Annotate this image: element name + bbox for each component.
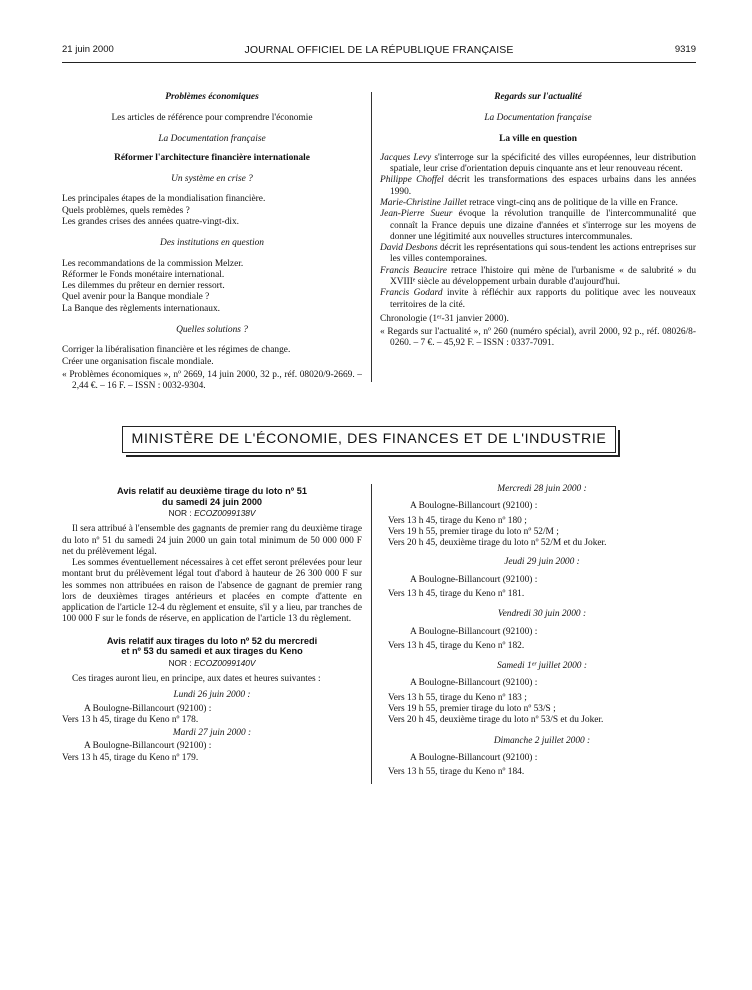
section-item: Quels problèmes, quels remèdes ?	[62, 205, 190, 216]
series-title: Regards sur l'actualité	[494, 92, 582, 102]
author: Marie-Christine Jaillet	[380, 197, 467, 208]
series-title: Problèmes économiques	[165, 92, 259, 102]
paragraph: Il sera attribué à l'ensemble des gagnants de premier rang du deuxième tirage du loto nº 51 du samedi 24 juin 2000 un gain total minimum de 50 000 000 F net du prélèvement légal.	[62, 524, 362, 557]
list-item	[380, 153, 696, 176]
avis-title-line: Avis relatif au deuxième tirage du loto nº 51	[117, 486, 307, 496]
schedule-line: Vers 13 h 55, tirage du Keno nº 183 ;	[388, 692, 527, 703]
series-subtitle: Les articles de référence pour comprendre l'économie	[111, 113, 313, 124]
section-item: Créer une organisation fiscale mondiale.	[62, 356, 214, 367]
entry-text: retrace vingt-cinq ans de politique de la ville en France.	[466, 197, 678, 208]
section-heading: Des institutions en question	[160, 238, 264, 249]
place: A Boulogne-Billancourt (92100) :	[410, 501, 538, 512]
place: A Boulogne-Billancourt (92100) :	[84, 703, 212, 714]
schedule-line: Vers 13 h 45, tirage du Keno nº 178.	[62, 714, 199, 725]
chronology: Chronologie (1ᵉʳ-31 janvier 2000).	[380, 313, 509, 324]
schedule-line: Vers 13 h 55, tirage du Keno nº 184.	[388, 767, 525, 778]
entry-text: évoque la révolution tranquille de l'intercommunalité que connaît la France depuis une dizaine d'années et s'interroge sur les moyens de donner une légitimité aux nouvelles structures intercommunales.	[390, 209, 696, 242]
reference: « Regards sur l'actualité », nº 260 (numéro spécial), avril 2000, 92 p., réf. 08026/8-0260. – 7 €. – 45,92 F. – ISSN : 0337-7091.	[380, 327, 696, 349]
paragraph: Ces tirages auront lieu, en principe, aux dates et heures suivantes :	[72, 674, 321, 684]
ministry-banner: MINISTÈRE DE L'ÉCONOMIE, DES FINANCES ET DE L'INDUSTRIE	[122, 426, 616, 453]
page-number: 9319	[674, 44, 696, 55]
schedule-line: Vers 13 h 45, tirage du Keno nº 181.	[388, 588, 525, 599]
section-item: Réformer le Fonds monétaire international.	[62, 269, 225, 280]
list-item	[380, 209, 696, 243]
place: A Boulogne-Billancourt (92100) :	[410, 678, 538, 689]
left-top-column	[62, 92, 362, 392]
list-item	[380, 243, 696, 266]
author: Philippe Choffel	[380, 175, 444, 186]
schedule-line: Vers 20 h 45, deuxième tirage du loto nº 52/M et du Joker.	[388, 538, 607, 549]
list-item	[380, 288, 696, 311]
section-item: Les dilemmes du prêteur en dernier ressort.	[62, 281, 225, 292]
right-top-column	[380, 92, 696, 350]
day-heading: Vendredi 30 juin 2000 :	[497, 609, 587, 620]
place: A Boulogne-Billancourt (92100) :	[84, 741, 212, 752]
section-item: Quel avenir pour la Banque mondiale ?	[62, 292, 210, 303]
section-item: Les recommandations de la commission Melzer.	[62, 258, 244, 269]
page-header	[62, 44, 696, 60]
avis-title-line: Avis relatif aux tirages du loto nº 52 du mercredi	[106, 635, 318, 646]
section-item: Les principales étapes de la mondialisation financière.	[62, 194, 266, 205]
nor-label: NOR :	[168, 657, 192, 668]
author: Jean-Pierre Sueur	[380, 209, 453, 220]
section-heading: Quelles solutions ?	[176, 324, 248, 335]
entry-text: décrit les transformations des espaces urbains dans les années 1990.	[390, 175, 696, 197]
entry-text: invite à réfléchir aux rapports du politique avec les nouveaux territoires de la cité.	[390, 288, 696, 310]
entry-text: retrace l'histoire qui mène de l'urbanisme « de salubrité » du XVIIIᵉ siècle au développement urbain durable d'aujourd'hui.	[390, 265, 697, 287]
avis-title	[62, 636, 362, 657]
author: Francis Godard	[380, 288, 443, 299]
schedule-line: Vers 20 h 45, deuxième tirage du loto nº 53/S et du Joker.	[388, 715, 604, 726]
section-item: Les grandes crises des années quatre-vingt-dix.	[62, 216, 240, 227]
reference: « Problèmes économiques », nº 2669, 14 juin 2000, 32 p., réf. 08020/9-2669. – 2,44 €. – 16 F. – ISSN : 0032-9304.	[62, 369, 362, 392]
section-item: Corriger la libéralisation financière et les régimes de change.	[62, 345, 291, 356]
schedule-line: Vers 13 h 45, tirage du Keno nº 180 ;	[388, 515, 527, 526]
nor-code: ECOZ0099138V	[194, 508, 256, 519]
header-rule	[62, 62, 696, 63]
nor-code: ECOZ0099140V	[194, 657, 256, 668]
journal-title: JOURNAL OFFICIEL DE LA RÉPUBLIQUE FRANÇAISE	[244, 44, 514, 56]
place: A Boulogne-Billancourt (92100) :	[410, 626, 538, 637]
place: A Boulogne-Billancourt (92100) :	[410, 752, 538, 763]
author: Jacques Levy	[380, 152, 432, 163]
paragraph: Les sommes éventuellement nécessaires à cet effet seront prélevées pour leur montant brut du prélèvement légal tout d'abord à hauteur de 26 300 000 F sur les sommes non attribuées en raison de l'absence de gagnant de premier rang lors de deuxièmes tirages antérieurs et placées en compte d'attente en application de l'article 12-4 du règlement et ensuite, s'il y a lieu, par tranches de 100 000 F sur le fonds de réserve, en application de l'article 13 du règlement.	[62, 558, 362, 625]
list-item	[380, 175, 696, 198]
section-item: La Banque des règlements internationaux.	[62, 303, 221, 314]
day-heading: Jeudi 29 juin 2000 :	[504, 557, 580, 568]
day-heading: Mardi 27 juin 2000 :	[172, 728, 252, 739]
author: David Desbons	[380, 243, 438, 254]
avis-title	[62, 486, 362, 507]
list-item	[380, 198, 696, 209]
column-divider	[371, 92, 372, 382]
day-heading: Mercredi 28 juin 2000 :	[497, 484, 587, 494]
section-heading: Un système en crise ?	[171, 174, 253, 185]
left-bottom-column	[62, 486, 362, 764]
publisher: La Documentation française	[158, 133, 266, 144]
nor-label: NOR :	[168, 508, 192, 519]
schedule-line: Vers 13 h 45, tirage du Keno nº 182.	[388, 640, 525, 651]
right-bottom-column	[388, 484, 696, 778]
place: A Boulogne-Billancourt (92100) :	[410, 574, 538, 585]
avis-title-line: et nº 53 du samedi et aux tirages du Keno	[121, 646, 303, 657]
publisher: La Documentation française	[484, 113, 592, 124]
nor-reference	[62, 508, 362, 518]
day-heading: Dimanche 2 juillet 2000 :	[493, 735, 591, 746]
author: Francis Beaucire	[380, 265, 447, 276]
list-item	[380, 266, 696, 289]
entry-text: décrit les représentations qui sous-tendent les actions entreprises sur les villes contemporaines.	[390, 243, 696, 265]
column-divider	[371, 484, 372, 784]
schedule-line: Vers 19 h 55, premier tirage du loto nº 53/S ;	[388, 703, 556, 714]
schedule-line: Vers 19 h 55, premier tirage du loto nº 52/M ;	[388, 526, 559, 537]
issue-date: 21 juin 2000	[62, 44, 114, 55]
issue-title: Réformer l'architecture financière internationale	[114, 152, 310, 163]
issue-title: La ville en question	[499, 133, 577, 144]
entry-text: s'interroge sur la spécificité des villes européennes, leur distribution spatiale, leur crise d'orientation depuis cinquante ans et leur renouveau récent.	[390, 152, 696, 175]
day-heading: Samedi 1ᵉʳ juillet 2000 :	[497, 661, 587, 672]
day-heading: Lundi 26 juin 2000 :	[173, 690, 251, 701]
avis-title-line: du samedi 24 juin 2000	[161, 496, 263, 507]
nor-reference	[62, 658, 362, 668]
schedule-line: Vers 13 h 45, tirage du Keno nº 179.	[62, 752, 199, 763]
